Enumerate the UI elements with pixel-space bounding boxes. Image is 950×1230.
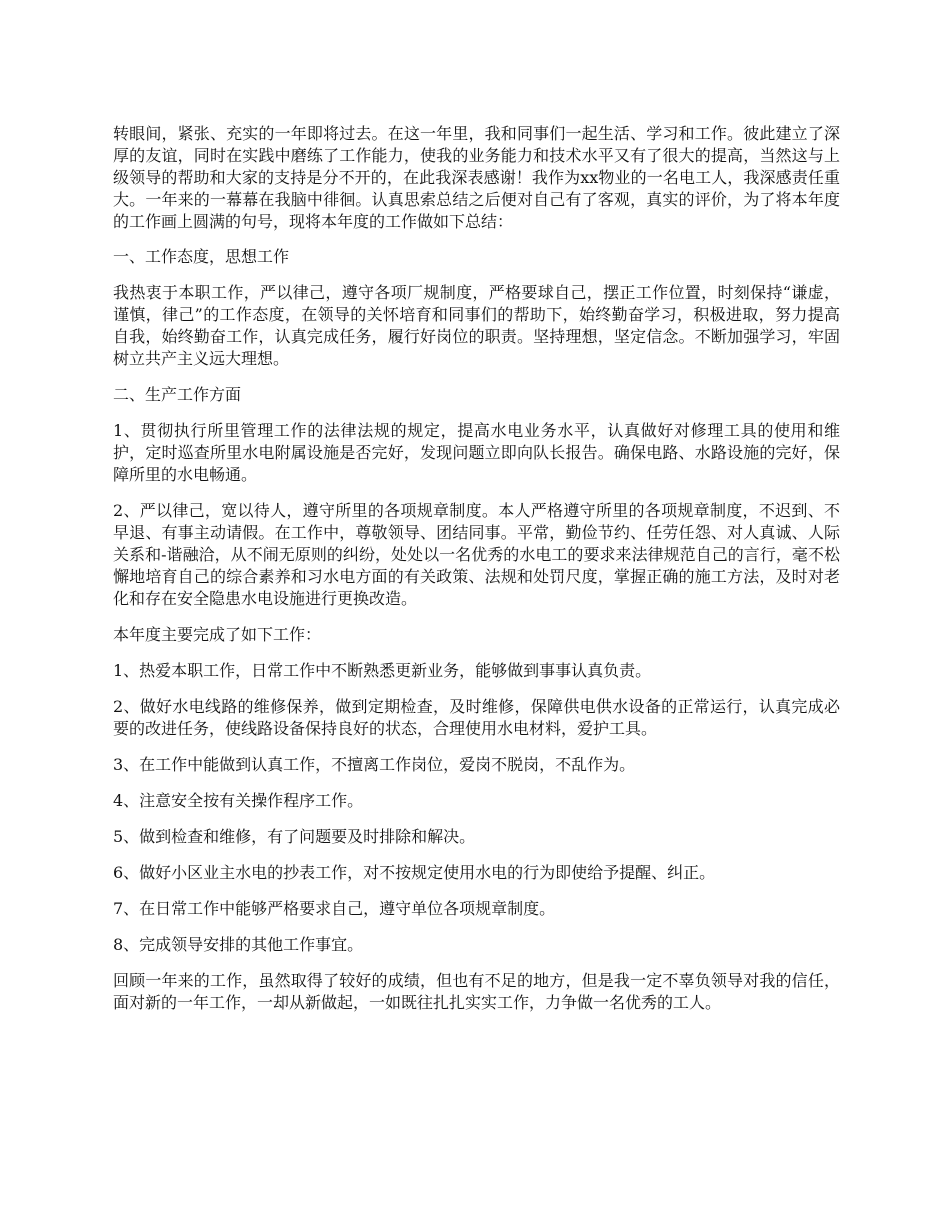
intro-paragraph: 转眼间，紧张、充实的一年即将过去。在这一年里，我和同事们一起生活、学习和工作。彼此建立了深厚的友谊，同时在实践中磨练了工作能力，使我的业务能力和技术水平又有了很大的提高，当然这与上级领导的帮助和大家的支持是分不开的，在此我深表感谢！我作为xx物业的一名电工人，我深感责任重大。一年来的一幕幕在我脑中徘徊。认真思索总结之后便对自己有了客观，真实的评价，为了将本年度的工作画上圆满的句号，现将本年度的工作做如下总结： (113, 124, 840, 231)
task-item: 2、做好水电线路的维修保养，做到定期检查，及时维修，保障供电供水设备的正常运行，认真完成必要的改进任务，使线路设备保持良好的状态，合理使用水电材料，爱护工具。 (113, 697, 840, 738)
task-item: 7、在日常工作中能够严格要求自己，遵守单位各项规章制度。 (113, 899, 556, 918)
task-item: 3、在工作中能做到认真工作，不擅离工作岗位，爱岗不脱岗，不乱作为。 (113, 755, 636, 774)
section-heading-production: 二、生产工作方面 (113, 385, 242, 404)
task-item: 4、注意安全按有关操作程序工作。 (113, 791, 364, 810)
tasks-heading: 本年度主要完成了如下工作： (113, 625, 322, 644)
task-item: 5、做到检查和维修，有了问题要及时排除和解决。 (113, 827, 476, 846)
document-body (113, 123, 840, 1028)
task-item: 1、热爱本职工作，日常工作中不断熟悉更新业务，能够做到事事认真负责。 (113, 661, 652, 680)
task-item: 8、完成领导安排的其他工作事宜。 (113, 935, 364, 954)
attitude-paragraph: 我热衷于本职工作，严以律己，遵守各项厂规制度，严格要球自己，摆正工作位置，时刻保持“谦虚，谨慎，律己”的工作态度，在领导的关怀培育和同事们的帮助下，始终勤奋学习，积极进取，努力提高自我，始终勤奋工作，认真完成任务，履行好岗位的职责。坚持理想，坚定信念。不断加强学习，牢固树立共产主义远大理想。 (113, 283, 840, 368)
section-heading-attitude: 一、工作态度，思想工作 (113, 247, 290, 266)
production-paragraph-1: 1、贯彻执行所里管理工作的法律法规的规定，提高水电业务水平，认真做好对修理工具的使用和维护，定时巡查所里水电附属设施是否完好，发现问题立即向队长报告。确保电路、水路设施的完好，保障所里的水电畅通。 (113, 421, 840, 484)
task-item: 6、做好小区业主水电的抄表工作，对不按规定使用水电的行为即使给予提醒、纠正。 (113, 863, 716, 882)
production-paragraph-2: 2、严以律己，宽以待人，遵守所里的各项规章制度。本人严格遵守所里的各项规章制度，不迟到、不早退、有事主动请假。在工作中，尊敬领导、团结同事。平常，勤俭节约、任劳任怨、对人真诚、人际关系和-谐融洽，从不闹无原则的纠纷，处处以一名优秀的水电工的要求来法律规范自己的言行，毫不松懈地培育自己的综合素养和习水电方面的有关政策、法规和处罚尺度，掌握正确的施工方法，及时对老化和存在安全隐患水电设施进行更换改造。 (113, 501, 840, 608)
conclusion-paragraph: 回顾一年来的工作，虽然取得了较好的成绩，但也有不足的地方，但是我一定不辜负领导对我的信任，面对新的一年工作，一却从新做起，一如既往扎扎实实工作，力争做一名优秀的工人。 (113, 971, 840, 1012)
